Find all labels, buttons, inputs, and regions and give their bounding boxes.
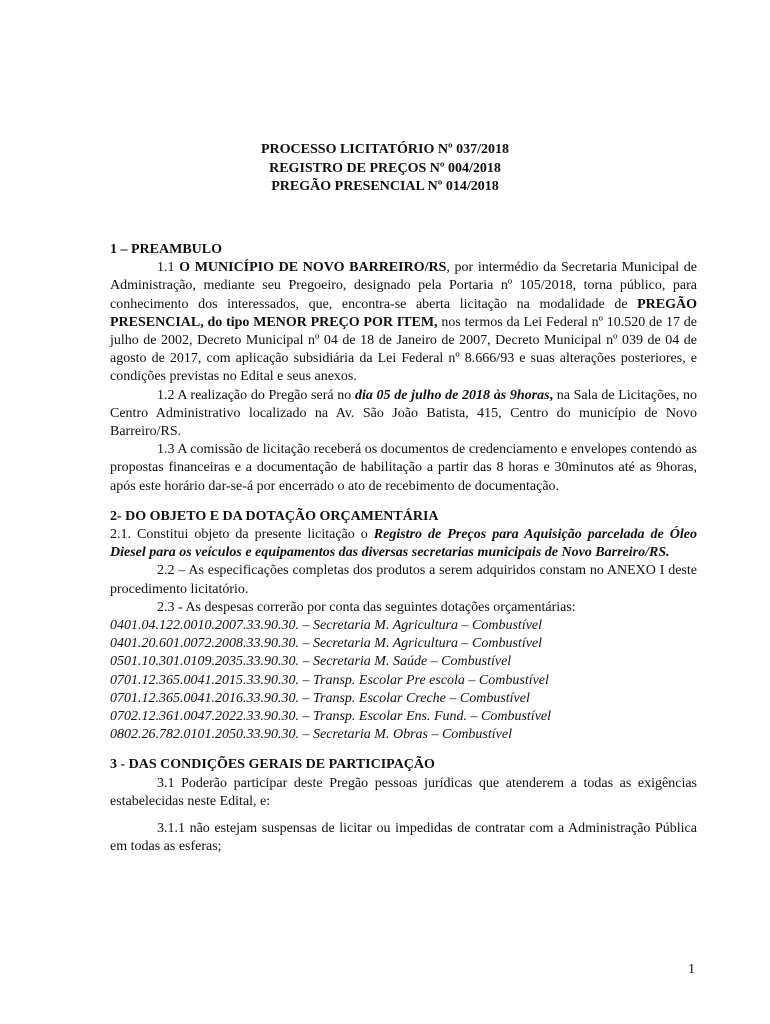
paragraph-1-2 [110,387,697,442]
budget-line: 0802.26.782.0101.2050.33.90.30. – Secretaria M. Obras – Combustível [110,727,512,743]
section-3-heading: 3 - DAS CONDIÇÕES GERAIS DE PARTICIPAÇÃO [110,757,435,773]
budget-line: 0401.20.601.0072.2008.33.90.30. – Secretaria M. Agricultura – Combustível [110,636,543,652]
budget-line: 0401.04.122.0010.2007.33.90.30. – Secretaria M. Agricultura – Combustível [110,618,543,634]
p12-text: 1.2 A realização do Pregão será no [157,387,355,403]
p12-comma: , [549,387,554,403]
p11-text: , por intermédio da Secretaria Municipal de Administração, mediante seu Pregoeiro, designado pela Portaria nº 105/2018, torna público, para conhecimento dos interessados, que, encontra-se aberta licitação na modalidade de [110,260,697,312]
p11-legal-basis: nos termos da Lei Federal nº 10.520 de 17 de julho de 2002, Decreto Municipal nº 04 de 18 de Janeiro de 2007, Decreto Municipal nº 039 de 04 de agosto de 2017, com aplicação subsidiária da Lei Federal nº 8.666/93 e suas alterações posteriores, e condições previstas no Edital e seus anexos. [110,314,698,385]
budget-line: 0701.12.365.0041.2016.33.90.30. – Transp. Escolar Creche – Combustível [110,690,530,706]
paragraph-2-1 [110,526,697,562]
p11-municipality: O MUNICÍPIO DE NOVO BARREIRO/RS [179,260,447,276]
paragraph-1-1 [110,259,697,386]
budget-line: 0501.10.301.0109.2035.33.90.30. – Secretaria M. Saúde – Combustível [110,654,512,670]
section-1-heading: 1 – PREAMBULO [110,242,222,257]
paragraph-3-1: 3.1 Poderão participar deste Pregão pessoas jurídicas que atenderem a todas as exigências estabelecidas neste Edital, e: [110,775,697,809]
p12-date: dia 05 de julho de 2018 às 9horas [354,387,550,403]
paragraph-1-3: 1.3 A comissão de licitação receberá os documentos de credenciamento e envelopes contendo as propostas financeiras e a documentação de habilitação a partir das 8 horas e 30minutos até as 9horas, após este horário dar-se-á por encerrado o ato de recebimento de documentação. [110,442,697,494]
document-body [110,241,697,857]
title-process-number: PROCESSO LICITATÓRIO Nº 037/2018 [261,142,509,157]
p11-modality: PREGÃO PRESENCIAL, do tipo MENOR PREÇO POR ITEM, [110,296,697,330]
p21-object: Registro de Preços para Aquisição parcelada de Óleo Diesel para os veículos e equipamentos das diversas secretarias municipais de Novo Barreiro/RS. [110,527,697,561]
page-number: 1 [688,962,695,977]
p11-number: 1.1 [157,260,180,276]
paragraph-2-2: 2.2 – As especificações completas dos produtos a serem adquiridos constam no ANEXO I deste procedimento licitatório. [110,563,697,597]
document-title [0,141,770,197]
paragraph-2-3: 2.3 - As despesas correrão por conta das seguintes dotações orçamentárias: [157,599,576,615]
title-auction-number: PREGÃO PRESENCIAL Nº 014/2018 [271,179,499,194]
budget-line: 0702.12.361.0047.2022.33.90.30. – Transp. Escolar Ens. Fund. – Combustível [110,709,552,725]
title-price-registry: REGISTRO DE PREÇOS Nº 004/2018 [269,160,501,176]
paragraph-3-1-1: 3.1.1 não estejam suspensas de licitar ou impedidas de contratar com a Administração Pública em todas as esferas; [110,821,697,855]
section-2-heading: 2- DO OBJETO E DA DOTAÇÃO ORÇAMENTÁRIA [110,508,439,524]
budget-line: 0701.12.365.0041.2015.33.90.30. – Transp. Escolar Pre escola – Combustível [110,672,549,688]
p12-location: na Sala de Licitações, no Centro Administrativo localizado na Av. São João Batista, 415, Centro do município de Novo Barreiro/RS. [110,387,697,440]
p21-text: 2.1. Constitui objeto da presente licitação o [110,527,374,543]
